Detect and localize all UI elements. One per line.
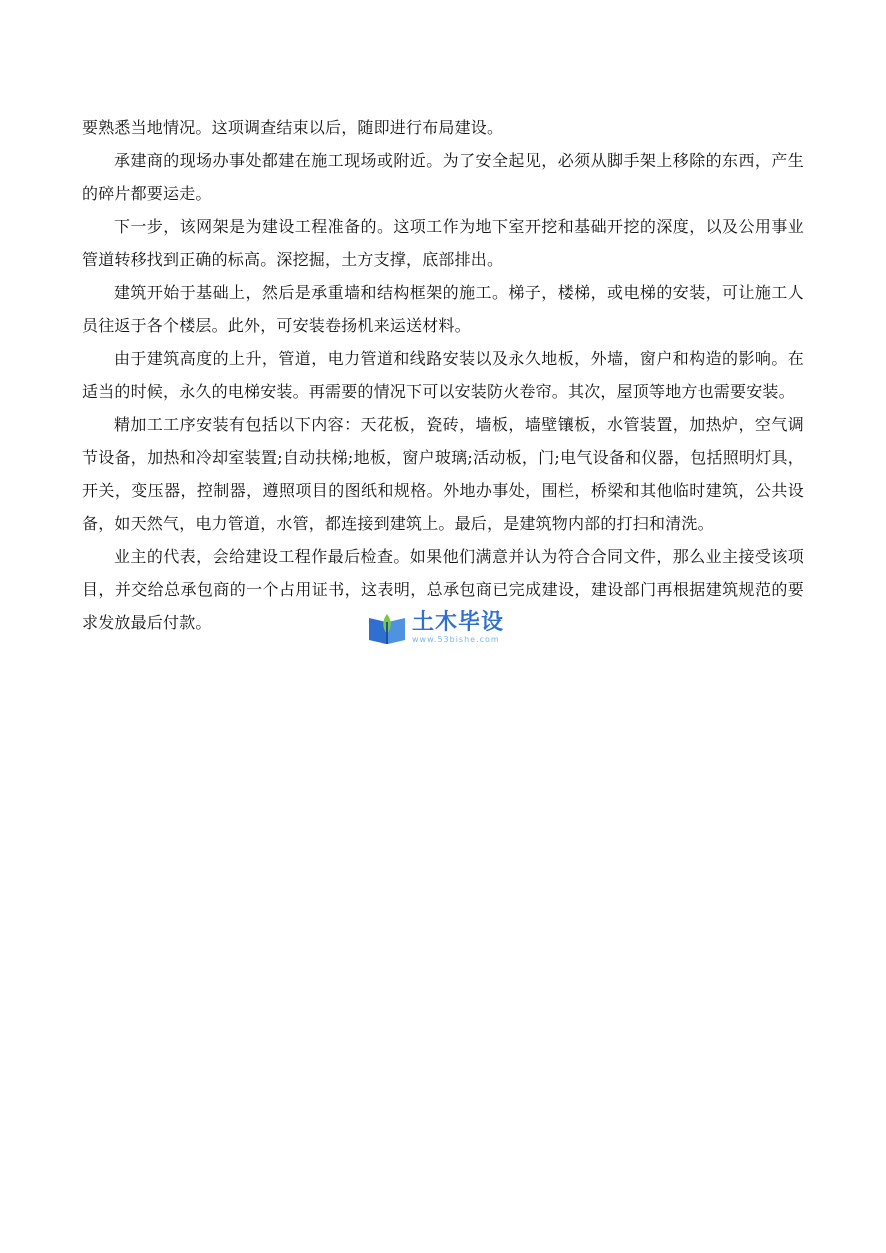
watermark-name: 土木毕设 [412, 610, 505, 635]
paragraph-1: 要熟悉当地情况。这项调查结束以后，随即进行布局建设。 [82, 118, 504, 137]
paragraph-5: 由于建筑高度的上升，管道，电力管道和线路安装以及永久地板，外墙，窗户和构造的影响。在适当的时候，永久的电梯安装。再需要的情况下可以安装防火卷帘。其次，屋顶等地方也需要安装。 [82, 349, 804, 401]
paragraph-4: 建筑开始于基础上，然后是承重墙和结构框架的施工。梯子，楼梯，或电梯的安装，可让施工人员往返于各个楼层。此外，可安装卷扬机来运送材料。 [82, 283, 804, 335]
paragraph-3: 下一步，该网架是为建设工程准备的。这项工作为地下室开挖和基础开挖的深度，以及公用事业管道转移找到正确的标高。深挖掘，土方支撑，底部排出。 [82, 217, 804, 269]
paragraph-2: 承建商的现场办事处都建在施工现场或附近。为了安全起见，必须从脚手架上移除的东西，产生的碎片都要运走。 [82, 151, 804, 203]
paragraph-7: 业主的代表，会给建设工程作最后检查。如果他们满意并认为符合合同文件，那么业主接受该项目，并交给总承包商的一个占用证书，这表明，总承包商已完成建设，建设部门再根据建筑规范的要求发放最后付款。 [82, 547, 804, 632]
paragraph-6: 精加工工序安装有包括以下内容：天花板，瓷砖，墙板，墙壁镶板，水管装置，加热炉，空气调节设备，加热和冷却室装置;自动扶梯;地板，窗户玻璃;活动板，门;电气设备和仪器，包括照明灯具，开关，变压器，控制器，遵照项目的图纸和规格。外地办事处，围栏，桥梁和其他临时建筑，公共设备，如天然气，电力管道，水管，都连接到建筑上。最后，是建筑物内部的打扫和清洗。 [82, 415, 804, 533]
watermark-url: www.53bishe.com [412, 635, 500, 644]
document-body [82, 111, 804, 639]
